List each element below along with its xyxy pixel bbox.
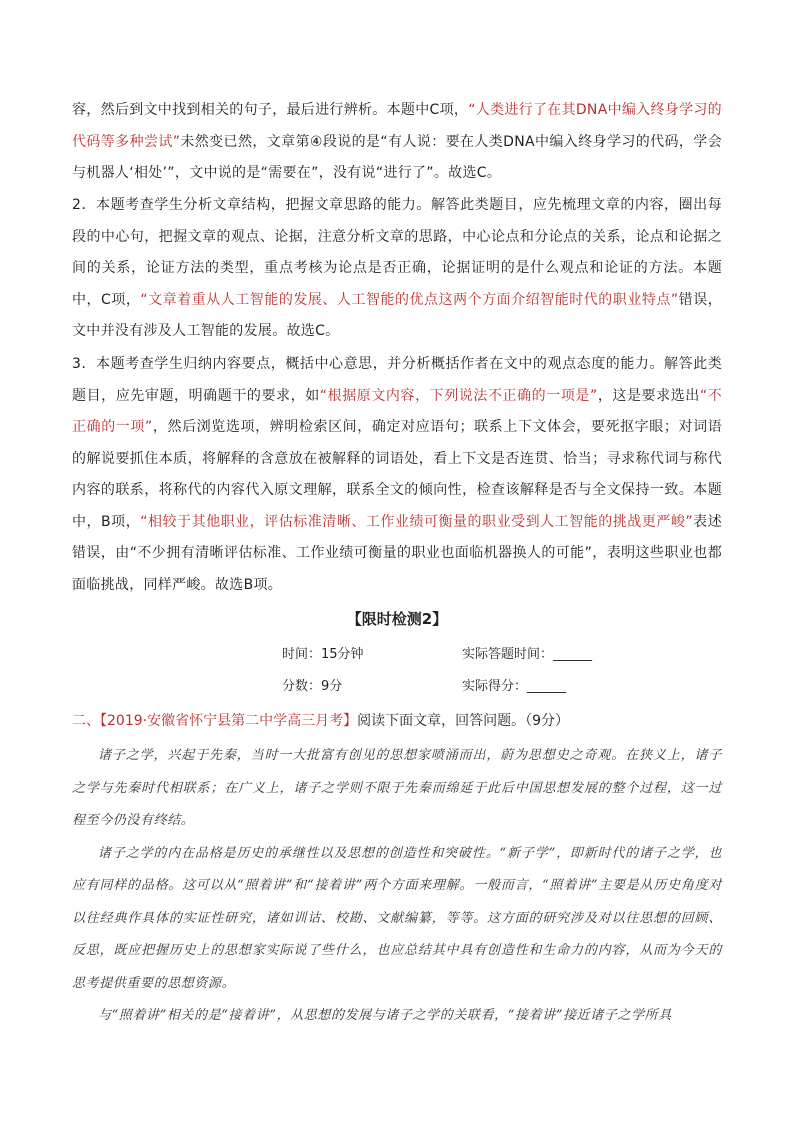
highlight-quote: “根据原文内容，下列说法不正确的一项是” <box>319 387 598 404</box>
question-2-header: 二、【2019·安徽省怀宁县第二中学高三月考】阅读下面文章，回答问题。（9分） <box>72 713 569 729</box>
question-source: 【2019·安徽省怀宁县第二中学高三月考】 <box>100 713 358 729</box>
section-title: 【限时检测2】 <box>346 610 448 628</box>
passage-paragraph: 诸子之学的内在品格是历史的承继性以及思想的创造性和突破性。“新子学”，即新时代的诸子之学，也应有同样的品格。这可以从“照着讲”和“接着讲”两个方面来理解。一般而言，“照着讲”主要是从历史角度对以往经典作具体的实证性研究，诸如训诂、校勘、文献编纂，等等。这方面的研究涉及对以往思想的回顾、反思，既应把握历史上的思想家实际说了些什么，也应总结其中具有创造性和生命力的内容，从而为今天的思考提供重要的思想资源。 <box>72 845 722 991</box>
score-label: 分数：9分 <box>282 679 343 694</box>
passage-paragraph: 诸子之学，兴起于先秦，当时一大批富有创见的思想家喷涌而出，蔚为思想史之奇观。在狭义上，诸子之学与先秦时代相联系；在广义上，诸子之学则不限于先秦而绵延于此后中国思想发展的整个过程，这一过程至今仍没有终结。 <box>72 748 722 828</box>
highlight-quote: “人类进行了在其DNA中编入终身学习的代码等多种尝试” <box>72 102 722 150</box>
answer-3: 3．本题考查学生归纳内容要点，概括中心意思，并分析概括作者在文中的观点态度的能力。解答此类题目，应先审题，明确题干的要求，如“根据原文内容，下列说法不正确的一项是”，这是要求选出“不正确的一项”，然后浏览选项，辨明检索区间，确定对应语句；联系上下文体会，要死抠字眼；对词语的解说要抓住本质，将解释的含意放在被解释的词语处，看上下文是否连贯、恰当；寻求称代词与称代内容的联系，将称代的内容代入原文理解，联系全文的倾向性，检查该解释是否与全文保持一致。本题中，B项，“相较于其他职业，评估标准清晰、工作业绩可衡量的职业受到人工智能的挑战更严峻”表述错误，由“不少拥有清晰评估标准、工作业绩可衡量的职业也面临机器换人的可能”，表明这些职业也都面临挑战，同样严峻。故选B项。 <box>72 356 723 593</box>
answer-2: 2．本题考查学生分析文章结构，把握文章思路的能力。解答此类题目，应先梳理文章的内容，圈出每段的中心句，把握文章的观点、论据，注意分析文章的思路，中心论点和分论点的关系，论点和论据之间的关系，论证方法的类型，重点考核为论点是否正确，论据证明的是什么观点和论证的方法。本题中，C项，“文章着重从人工智能的发展、人工智能的优点这两个方面介绍智能时代的职业特点”错误，文中并没有涉及人工智能的发展。故选C。 <box>72 197 723 339</box>
highlight-quote: “文章着重从人工智能的发展、人工智能的优点这两个方面介绍智能时代的职业特点” <box>140 291 679 308</box>
highlight-quote: “不正确的一项” <box>72 387 722 435</box>
actual-score-label: 实际得分：______ <box>462 679 567 694</box>
highlight-quote: “相较于其他职业，评估标准清晰、工作业绩可衡量的职业受到人工智能的挑战更严峻” <box>140 513 693 530</box>
passage-paragraph: 与“照着讲”相关的是“接着讲”，从思想的发展与诸子之学的关联看，“接着讲”接近诸子之学所具 <box>98 1008 672 1023</box>
actual-time-label: 实际答题时间：______ <box>462 647 593 662</box>
reading-passage <box>72 740 722 1033</box>
time-label: 时间：15分钟 <box>282 647 364 662</box>
answer-1-tail: 容，然后到文中找到相关的句子，最后进行辨析。本题中C项，“人类进行了在其DNA中编入终身学习的代码等多种尝试”未然变已然，文章第④段说的是“有人说：要在人类DNA中编入终身学习的代码，学会与机器人‘相处’”，文中说的是“需要在”，没有说“进行了”。故选C。 <box>72 102 722 181</box>
